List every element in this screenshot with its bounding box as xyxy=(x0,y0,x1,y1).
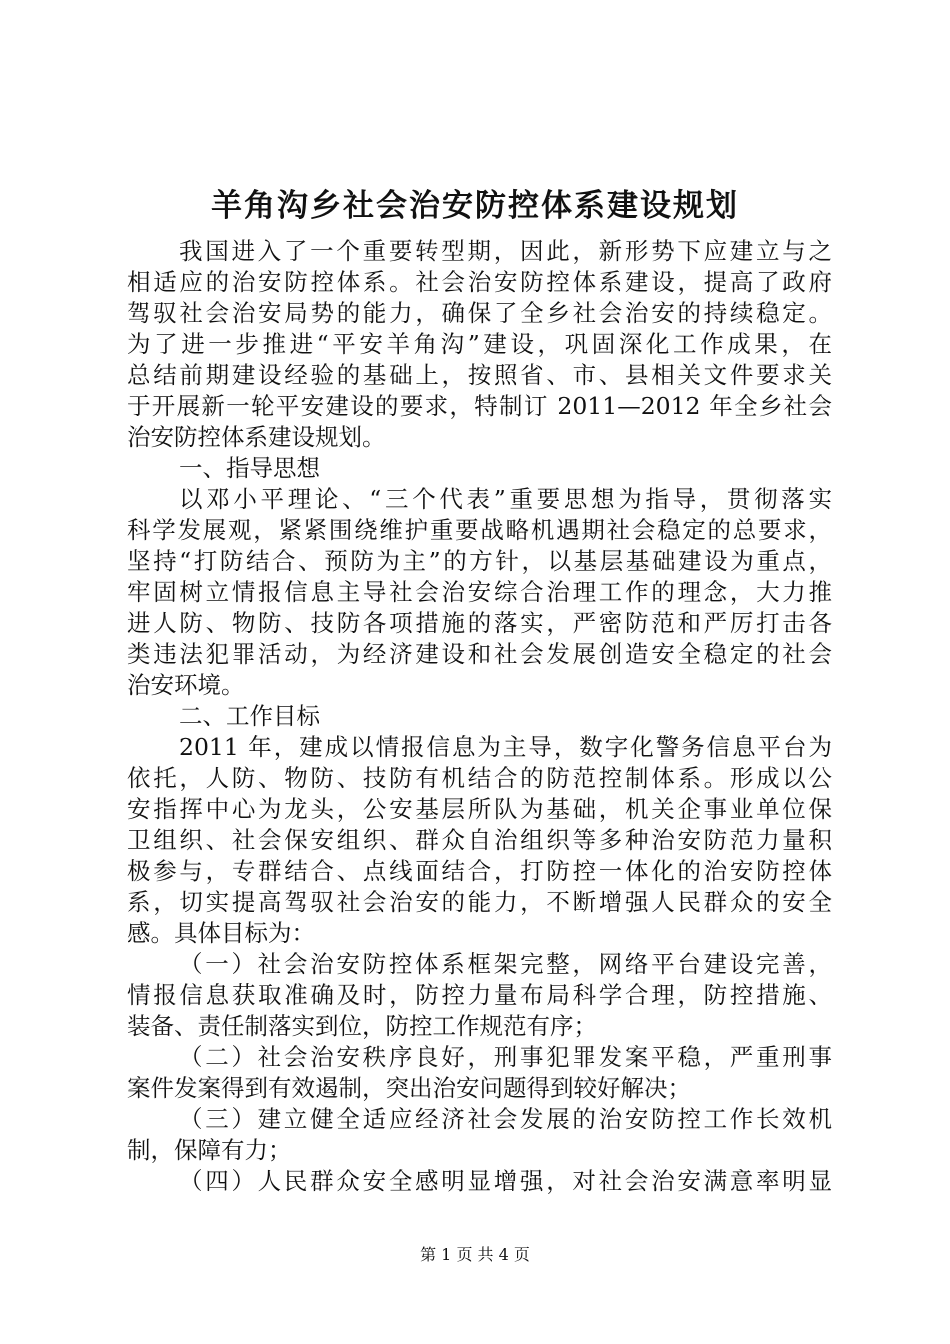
body-line: 总结前期建设经验的基础上，按照省、市、县相关文件要求关 xyxy=(127,361,832,389)
body-line: 依托，人防、物防、技防有机结合的防范控制体系。形成以公 xyxy=(127,764,832,792)
list-item-line: 制，保障有力； xyxy=(127,1136,292,1164)
document-title: 羊角沟乡社会治安防控体系建设规划 xyxy=(211,188,739,224)
body-line: 牢固树立情报信息主导社会治安综合治理工作的理念，大力推 xyxy=(127,578,832,606)
page-number-footer: 第 1 页 共 4 页 xyxy=(420,1245,530,1264)
body-line: 于开展新一轮平安建设的要求，特制订 2011—2012 年全乡社会 xyxy=(127,392,832,420)
list-item-line: （四）人民群众安全感明显增强，对社会治安满意率明显 xyxy=(179,1167,832,1195)
list-item-line: 案件发案得到有效遏制，突出治安问题得到较好解决； xyxy=(127,1074,691,1102)
body-line: 科学发展观，紧紧围绕维护重要战略机遇期社会稳定的总要求， xyxy=(127,516,832,544)
body-line: 极参与，专群结合、点线面结合，打防控一体化的治安防控体 xyxy=(127,857,832,885)
section-heading: 二、工作目标 xyxy=(179,702,320,730)
body-line: 卫组织、社会保安组织、群众自治组织等多种治安防范力量积 xyxy=(127,826,832,854)
body-line: 进人防、物防、技防各项措施的落实，严密防范和严厉打击各 xyxy=(127,609,832,637)
body-line: 2011 年，建成以情报信息为主导，数字化警务信息平台为 xyxy=(179,733,832,761)
body-line: 我国进入了一个重要转型期，因此，新形势下应建立与之 xyxy=(179,237,832,265)
body-line: 为了进一步推进“平安羊角沟”建设，巩固深化工作成果，在 xyxy=(127,330,832,358)
body-line: 安指挥中心为龙头，公安基层所队为基础，机关企事业单位保 xyxy=(127,795,832,823)
body-line: 相适应的治安防控体系。社会治安防控体系建设，提高了政府 xyxy=(127,268,832,296)
body-line: 治安环境。 xyxy=(127,671,245,699)
list-item-line: 情报信息获取准确及时，防控力量布局科学合理，防控措施、 xyxy=(127,981,832,1009)
body-line: 类违法犯罪活动，为经济建设和社会发展创造安全稳定的社会 xyxy=(127,640,832,668)
list-item-line: （三）建立健全适应经济社会发展的治安防控工作长效机 xyxy=(179,1105,832,1133)
body-line: 坚持“打防结合、预防为主”的方针，以基层基础建设为重点， xyxy=(127,547,832,575)
section-heading: 一、指导思想 xyxy=(179,454,320,482)
body-line: 驾驭社会治安局势的能力，确保了全乡社会治安的持续稳定。 xyxy=(127,299,832,327)
list-item-line: （一）社会治安防控体系框架完整，网络平台建设完善， xyxy=(179,950,832,978)
body-line: 系，切实提高驾驭社会治安的能力，不断增强人民群众的安全 xyxy=(127,888,832,916)
body-line: 治安防控体系建设规划。 xyxy=(127,423,386,451)
body-line: 感。具体目标为： xyxy=(127,919,315,947)
document-body xyxy=(127,236,832,1197)
list-item-line: （二）社会治安秩序良好，刑事犯罪发案平稳，严重刑事 xyxy=(179,1043,832,1071)
list-item-line: 装备、责任制落实到位，防控工作规范有序； xyxy=(127,1012,597,1040)
body-line: 以邓小平理论、“三个代表”重要思想为指导，贯彻落实 xyxy=(179,485,832,513)
